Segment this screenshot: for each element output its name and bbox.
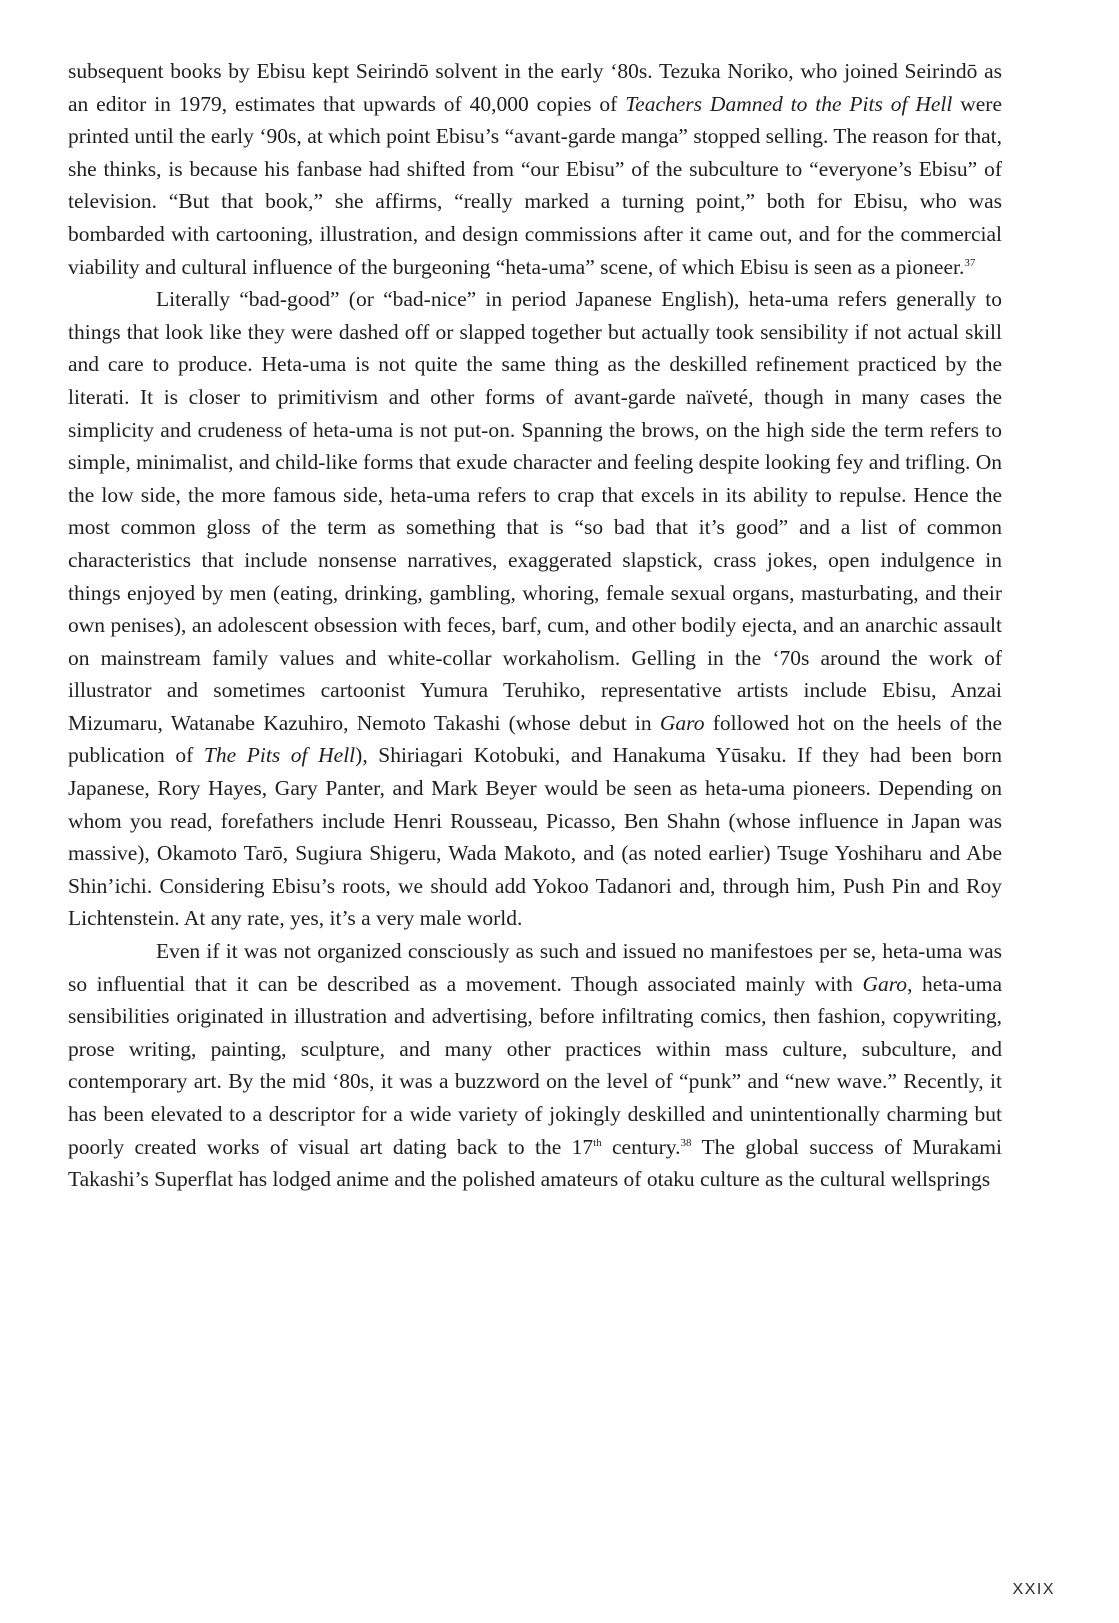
- footnote-marker: 37: [964, 256, 976, 269]
- text-run: century.: [601, 1134, 681, 1159]
- text-run: Even if it was not organized consciously as such and issued no manifestoes per se, heta-uma was so influential that it can be described as a movement. Though associated mainly with: [68, 939, 1002, 996]
- paragraph-2: [68, 283, 1002, 935]
- footnote-marker: th: [593, 1136, 602, 1149]
- text-run: followed hot on the heels of the publication of: [68, 710, 1002, 768]
- text-run: ), Shiriagari Kotobuki, and Hanakuma Yūsaku. If they had been born Japanese, Rory Hayes, Gary Panter, and Mark Beyer would be seen as heta-uma pioneers. Depending on whom you read, forefathers include Henri Rousseau, Picasso, Ben Shahn (whose influence in Japan was massive), Okamoto Tarō, Sugiura Shigeru, Wada Makoto, and (as noted earlier) Tsuge Yoshiharu and Abe Shin’ichi. Considering Ebisu’s roots, we should add Yokoo Tadanori and, through him, Push Pin and Roy Lichtenstein. At any rate, yes, it’s a very male world.: [68, 743, 1003, 931]
- text-run: were printed until the early ‘90s, at which point Ebisu’s “avant-garde manga” stopped selling. The reason for that, she thinks, is because his fanbase had shifted from “our Ebisu” of the subculture to “everyone’s Ebisu” of television. “But that book,” she affirms, “really marked a turning point,” both for Ebisu, who was bombarded with cartooning, illustration, and design commissions after it came out, and for the commercial viability and cultural influence of the burgeoning “heta-uma” scene, of which Ebisu is seen as a pioneer.: [68, 91, 1002, 279]
- italic-title: Teachers Damned to the Pits of Hell: [625, 91, 953, 116]
- paragraph-1: [68, 55, 1002, 283]
- italic-title: Garo: [659, 710, 705, 735]
- paragraph-3: [68, 935, 1002, 1196]
- text-run: subsequent books by Ebisu kept Seirindō solvent in the early ‘80s. Tezuka Noriko, who joined Seirindō as an editor in 1979, estimates that upwards of 40,000 copies of: [68, 59, 1002, 116]
- italic-title: The Pits of Hell: [203, 743, 356, 768]
- text-run: , heta-uma sensibilities originated in illustration and advertising, before infiltrating comics, then fashion, copywriting, prose writing, painting, sculpture, and many other practices within mass culture, subculture, and contemporary art. By the mid ‘80s, it was a buzzword on the level of “punk” and “new wave.” Recently, it has been elevated to a descriptor for a wide variety of jokingly deskilled and unintentionally charming but poorly created works of visual art dating back to the 17: [68, 971, 1002, 1159]
- text-run: The global success of Murakami Takashi’s Superflat has lodged anime and the polished amateurs of otaku culture as the cultural wellsprings: [68, 1134, 1002, 1192]
- body-text: [68, 55, 1002, 1196]
- text-run: Literally “bad-good” (or “bad-nice” in period Japanese English), heta-uma refers generally to things that look like they were dashed off or slapped together but actually took sensibility if not actual skill and care to produce. Heta-uma is not quite the same thing as the deskilled refinement practiced by the literati. It is closer to primitivism and other forms of avant-garde naïveté, though in many cases the simplicity and crudeness of heta-uma is not put-on. Spanning the brows, on the high side the term refers to simple, minimalist, and child-like forms that exude character and feeling despite looking fey and trifling. On the low side, the more famous side, heta-uma refers to crap that excels in its ability to repulse. Hence the most common gloss of the term as something that is “so bad that it’s good” and a list of common characteristics that include nonsense narratives, exaggerated slapstick, crass jokes, open indulgence in things enjoyed by men (eating, drinking, gambling, whoring, female sexual organs, masturbating, and their own penises), an adolescent obsession with feces, barf, cum, and other bodily ejecta, and an anarchic assault on mainstream family values and white-collar workaholism. Gelling in the ‘70s around the work of illustrator and sometimes cartoonist Yumura Teruhiko, representative artists include Ebisu, Anzai Mizumaru, Watanabe Kazuhiro, Nemoto Takashi (whose debut in: [68, 287, 1002, 735]
- page-number: XXIX: [1012, 1581, 1055, 1598]
- footnote-marker: 38: [680, 1136, 692, 1149]
- italic-title: Garo: [862, 971, 908, 996]
